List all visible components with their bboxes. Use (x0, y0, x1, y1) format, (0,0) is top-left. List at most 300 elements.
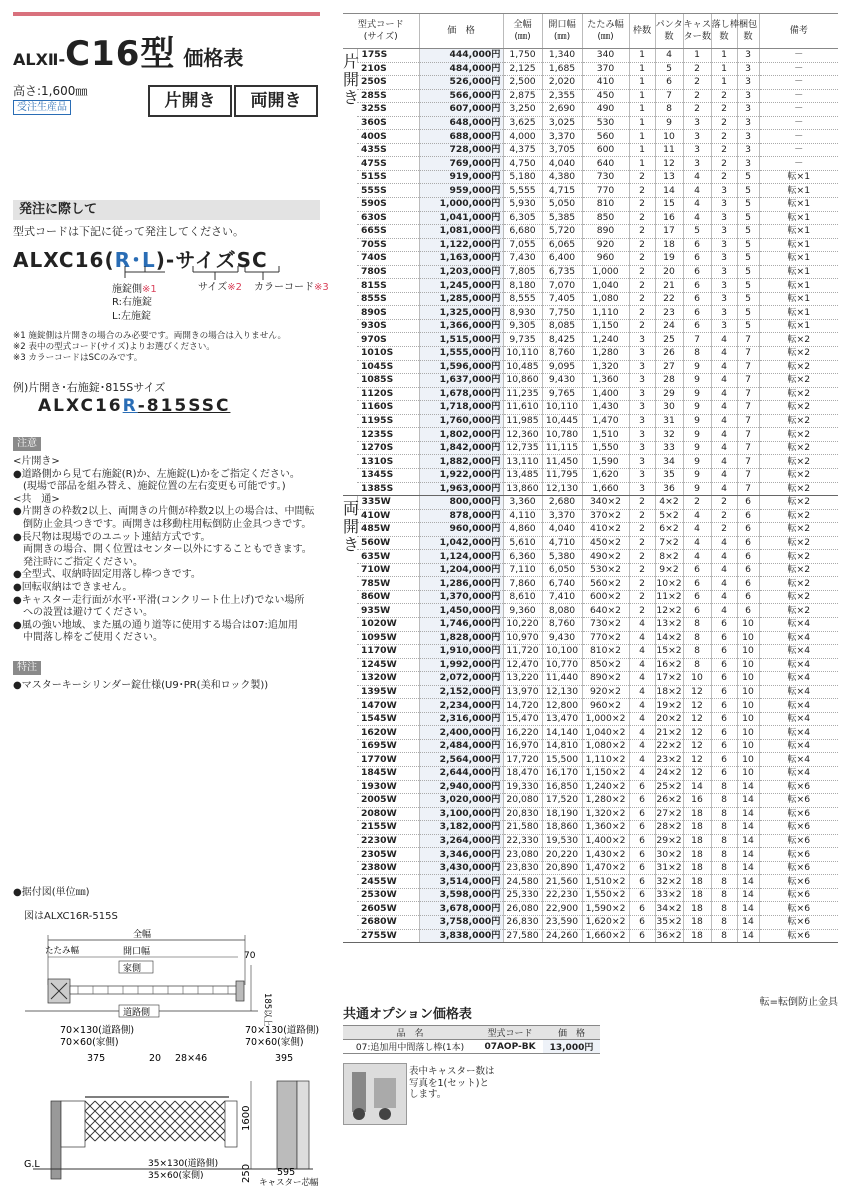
cell-package: 14 (737, 848, 759, 862)
cell-price: 444,000円 (419, 49, 503, 63)
cell-remarks: 転×2 (759, 414, 838, 428)
cell-caster: 4 (683, 509, 711, 523)
dim-70: 70 (244, 951, 256, 961)
cell-total-width: 11,610 (503, 401, 542, 415)
cell-package: 6 (737, 604, 759, 618)
cell-caster: 4 (683, 536, 711, 550)
table-row (343, 265, 838, 279)
photo-note (409, 1066, 495, 1101)
fold-width-label: たたみ幅 (45, 946, 80, 956)
cell-remarks: 転×2 (759, 550, 838, 564)
cell-code: 1160S (357, 401, 419, 415)
cell-open-width: 5,385 (542, 211, 582, 225)
cell-open-width: 10,110 (542, 401, 582, 415)
cell-dropbar: 6 (711, 739, 737, 753)
cell-dropbar: 1 (711, 49, 737, 63)
cell-caster: 4 (683, 523, 711, 537)
table-row (343, 374, 838, 388)
cell-frames: 3 (629, 347, 655, 361)
cell-total-width: 11,235 (503, 387, 542, 401)
cell-open-width: 4,715 (542, 184, 582, 198)
cell-price: 566,000円 (419, 89, 503, 103)
cell-caster: 6 (683, 265, 711, 279)
cell-frames: 3 (629, 482, 655, 496)
cell-fold-width: 960 (582, 252, 629, 266)
cell-price: 1,992,000円 (419, 658, 503, 672)
cell-caster: 18 (683, 848, 711, 862)
cell-total-width: 16,220 (503, 726, 542, 740)
cell-remarks: 転×1 (759, 225, 838, 239)
cell-code: 780S (357, 265, 419, 279)
cell-remarks: 転×2 (759, 577, 838, 591)
col-code: 型式コード (サイズ) (343, 14, 419, 49)
cell-frames: 4 (629, 685, 655, 699)
cell-dropbar: 4 (711, 387, 737, 401)
cell-frames: 1 (629, 49, 655, 63)
code-head: ALXC16( (13, 248, 115, 272)
cell-frames: 3 (629, 428, 655, 442)
cell-panta: 31 (655, 414, 683, 428)
cell-dropbar: 4 (711, 563, 737, 577)
cell-caster: 8 (683, 617, 711, 631)
cell-package: 5 (737, 184, 759, 198)
cell-remarks: 転×2 (759, 333, 838, 347)
cell-package: 14 (737, 875, 759, 889)
table-row (343, 347, 838, 361)
caster-photo (343, 1063, 407, 1125)
cell-total-width: 21,580 (503, 821, 542, 835)
cell-dropbar: 6 (711, 766, 737, 780)
post-left-road: 70×130(道路側) (60, 1025, 135, 1036)
dim-185: 185以上 (262, 993, 272, 1027)
cell-panta: 34 (655, 455, 683, 469)
cell-fold-width: 850×2 (582, 658, 629, 672)
cell-total-width: 18,470 (503, 766, 542, 780)
caution-line: (現場で部品を組み替え、施錠位置の左右変更も可能です。) (13, 481, 286, 493)
table-row (343, 143, 838, 157)
cell-open-width: 2,680 (542, 496, 582, 510)
cell-price: 1,828,000円 (419, 631, 503, 645)
label-lock-side: 施錠側※1 (112, 284, 157, 295)
cell-price: 3,758,000円 (419, 916, 503, 930)
cell-caster: 12 (683, 685, 711, 699)
cell-code: 1095W (357, 631, 419, 645)
plan-view-drawing (13, 925, 320, 1027)
cell-frames: 1 (629, 157, 655, 171)
caution-line: 発注時にご指定ください。 (13, 556, 143, 568)
options-header (343, 1026, 600, 1040)
cell-price: 3,100,000円 (419, 807, 503, 821)
cell-open-width: 4,040 (542, 523, 582, 537)
cell-package: 5 (737, 265, 759, 279)
cell-remarks: 転×2 (759, 536, 838, 550)
cell-panta: 12 (655, 157, 683, 171)
cell-fold-width: 530×2 (582, 563, 629, 577)
cell-caster: 4 (683, 170, 711, 184)
cell-fold-width: 920×2 (582, 685, 629, 699)
cell-open-width: 7,410 (542, 590, 582, 604)
table-row (343, 861, 838, 875)
cell-code: 1930W (357, 780, 419, 794)
cell-price: 1,000,000円 (419, 198, 503, 212)
cell-dropbar: 2 (711, 103, 737, 117)
cell-fold-width: 1,280 (582, 347, 629, 361)
cell-total-width: 8,930 (503, 306, 542, 320)
cell-total-width: 4,000 (503, 130, 542, 144)
cell-package: 7 (737, 468, 759, 482)
cell-panta: 32×2 (656, 875, 682, 887)
cell-code: 635W (357, 550, 419, 564)
cell-dropbar: 8 (711, 807, 737, 821)
header-accent-bar (13, 12, 320, 16)
order-note-1: ※1 施錠側は片開きの場合のみ必要です。両開きの場合は入りません。 (13, 331, 287, 341)
cell-code: 335W (357, 496, 419, 510)
cell-panta: 25 (655, 333, 683, 347)
cell-dropbar: 6 (711, 699, 737, 713)
cell-total-width: 5,180 (503, 170, 542, 184)
cell-price: 1,555,000円 (419, 347, 503, 361)
cell-frames: 2 (629, 306, 655, 320)
cell-open-width: 12,800 (542, 699, 582, 713)
cell-dropbar: 8 (711, 875, 737, 889)
cell-frames: 4 (629, 712, 655, 726)
cell-remarks: 転×2 (759, 387, 838, 401)
cell-total-width: 3,250 (503, 103, 542, 117)
cell-frames: 6 (629, 794, 655, 808)
cell-panta: 24 (655, 319, 683, 333)
house-side-label: 家側 (123, 964, 142, 974)
cell-remarks: 転×4 (759, 631, 838, 645)
cell-frames: 3 (629, 401, 655, 415)
cell-frames: 1 (629, 130, 655, 144)
cell-remarks: 転×4 (759, 658, 838, 672)
cell-frames: 2 (629, 563, 655, 577)
cell-price: 769,000円 (419, 157, 503, 171)
cell-frames: 2 (629, 604, 655, 618)
cell-panta: 10×2 (656, 577, 682, 589)
lock-left: L:左施錠 (112, 311, 151, 322)
table-footnote: 転=転倒防止金具 (759, 997, 838, 1008)
cell-dropbar: 3 (711, 252, 737, 266)
cell-open-width: 19,530 (542, 834, 582, 848)
cell-dropbar: 4 (711, 374, 737, 388)
cell-package: 7 (737, 333, 759, 347)
caution-line: 中間落し棒をご使用ください。 (13, 632, 163, 644)
cell-remarks: 転×4 (759, 753, 838, 767)
cell-panta: 29×2 (656, 834, 682, 846)
cell-remarks: 転×2 (759, 347, 838, 361)
cell-price: 1,802,000円 (419, 428, 503, 442)
cell-panta: 13 (655, 170, 683, 184)
cell-fold-width: 1,150×2 (582, 766, 629, 780)
cell-open-width: 9,765 (542, 387, 582, 401)
cell-code: 1245W (357, 658, 419, 672)
cell-code: 1470W (357, 699, 419, 713)
cell-fold-width: 1,620×2 (582, 916, 629, 930)
cell-code: 560W (357, 536, 419, 550)
cell-open-width: 6,065 (542, 238, 582, 252)
cell-price: 2,644,000円 (419, 766, 503, 780)
cell-code: 360S (357, 116, 419, 130)
cell-package: 6 (737, 523, 759, 537)
caution-line: ●長尺物は現場でのユニット連結方式です。 (13, 531, 211, 543)
cell-panta: 22×2 (656, 740, 682, 752)
cell-price: 1,637,000円 (419, 374, 503, 388)
opt-price: 13,000円 (543, 1040, 600, 1054)
cell-panta: 27×2 (656, 807, 682, 819)
cell-remarks: 転×6 (759, 794, 838, 808)
cell-price: 1,124,000円 (419, 550, 503, 564)
cell-total-width: 9,735 (503, 333, 542, 347)
cell-code: 1620W (357, 726, 419, 740)
cell-panta: 20×2 (656, 713, 682, 725)
cell-package: 10 (737, 726, 759, 740)
cell-price: 1,370,000円 (419, 590, 503, 604)
cell-remarks: 転×6 (759, 875, 838, 889)
cell-dropbar: 3 (711, 211, 737, 225)
photo-note-line: 表中キャスター数は (409, 1066, 495, 1077)
cell-code: 400S (357, 130, 419, 144)
cell-remarks: 転×1 (759, 319, 838, 333)
cell-remarks: 転×4 (759, 712, 838, 726)
cell-dropbar: 3 (711, 306, 737, 320)
cell-dropbar: 2 (711, 89, 737, 103)
cell-dropbar: 2 (711, 496, 737, 510)
cell-fold-width: 770 (582, 184, 629, 198)
cell-price: 1,922,000円 (419, 468, 503, 482)
cell-open-width: 8,760 (542, 617, 582, 631)
cell-total-width: 10,485 (503, 360, 542, 374)
cell-package: 7 (737, 387, 759, 401)
cell-fold-width: 1,470 (582, 414, 629, 428)
cell-total-width: 13,110 (503, 455, 542, 469)
table-row (343, 292, 838, 306)
cell-open-width: 14,140 (542, 726, 582, 740)
cell-remarks: 転×1 (759, 265, 838, 279)
table-row (343, 157, 838, 171)
cell-frames: 1 (629, 89, 655, 103)
cell-remarks: 転×6 (759, 888, 838, 902)
cell-total-width: 2,875 (503, 89, 542, 103)
cell-price: 1,163,000円 (419, 252, 503, 266)
cell-caster: 9 (683, 401, 711, 415)
cell-panta: 13×2 (656, 618, 682, 630)
cell-code: 1195S (357, 414, 419, 428)
cell-price: 2,400,000円 (419, 726, 503, 740)
table-row (343, 130, 838, 144)
cell-total-width: 13,485 (503, 468, 542, 482)
cell-package: 14 (737, 834, 759, 848)
cell-caster: 8 (683, 658, 711, 672)
cell-code: 705S (357, 238, 419, 252)
cell-remarks: 転×1 (759, 279, 838, 293)
cell-frames: 4 (629, 617, 655, 631)
cell-frames: 4 (629, 658, 655, 672)
cell-panta: 18 (655, 238, 683, 252)
cell-fold-width: 490 (582, 103, 629, 117)
cell-caster: 6 (683, 319, 711, 333)
cell-dropbar: 6 (711, 712, 737, 726)
cell-open-width: 6,050 (542, 563, 582, 577)
table-row (343, 902, 838, 916)
cell-package: 10 (737, 766, 759, 780)
cell-total-width: 22,330 (503, 834, 542, 848)
cell-open-width: 15,500 (542, 753, 582, 767)
cell-price: 1,596,000円 (419, 360, 503, 374)
cell-code: 935W (357, 604, 419, 618)
cell-caster: 6 (683, 563, 711, 577)
cell-panta: 27 (655, 360, 683, 374)
cell-code: 2530W (357, 888, 419, 902)
caution-line: ●片開きの枠数2以上、両開きの片側が枠数2以上の場合は、中間転 (13, 506, 315, 518)
col-package: 梱包 数 (737, 14, 759, 49)
cell-price: 3,430,000円 (419, 861, 503, 875)
cell-open-width: 10,780 (542, 428, 582, 442)
cell-open-width: 4,380 (542, 170, 582, 184)
cell-dropbar: 3 (711, 238, 737, 252)
cell-code: 1845W (357, 766, 419, 780)
table-row (343, 333, 838, 347)
cell-panta: 21 (655, 279, 683, 293)
cell-frames: 4 (629, 739, 655, 753)
cell-open-width: 14,810 (542, 739, 582, 753)
cell-fold-width: 1,110×2 (582, 753, 629, 767)
cell-total-width: 4,375 (503, 143, 542, 157)
cell-panta: 20 (655, 265, 683, 279)
caution-line: ●キャスター走行面が水平･平滑(コンクリート仕上げ)でない場所 (13, 594, 305, 606)
cell-package: 10 (737, 753, 759, 767)
cell-panta: 16×2 (656, 658, 682, 670)
cell-open-width: 1,685 (542, 62, 582, 76)
cell-open-width: 22,900 (542, 902, 582, 916)
cell-dropbar: 4 (711, 577, 737, 591)
cell-frames: 2 (629, 279, 655, 293)
cell-dropbar: 4 (711, 590, 737, 604)
cell-caster: 9 (683, 441, 711, 455)
cell-panta: 33×2 (656, 889, 682, 901)
cell-fold-width: 1,080 (582, 292, 629, 306)
cell-panta: 26×2 (656, 794, 682, 806)
cell-panta: 8×2 (655, 550, 683, 564)
code-sc: SC (236, 248, 268, 272)
table-row (343, 712, 838, 726)
table-row (343, 604, 838, 618)
cell-remarks: 転×6 (759, 780, 838, 794)
table-row (343, 455, 838, 469)
table-row (343, 929, 838, 943)
cell-dropbar: 4 (711, 604, 737, 618)
cell-package: 14 (737, 861, 759, 875)
cell-code: 2680W (357, 916, 419, 930)
cell-remarks: 転×6 (759, 821, 838, 835)
table-row (343, 103, 838, 117)
table-row (343, 794, 838, 808)
cell-remarks: － (759, 76, 838, 90)
col-total-width: 全幅 (㎜) (503, 14, 542, 49)
table-row (343, 468, 838, 482)
cell-panta: 35×2 (656, 916, 682, 928)
cell-open-width: 18,190 (542, 807, 582, 821)
cell-frames: 4 (629, 766, 655, 780)
cell-remarks: 転×1 (759, 306, 838, 320)
cell-dropbar: 1 (711, 76, 737, 90)
cell-package: 3 (737, 116, 759, 130)
cell-dropbar: 4 (711, 428, 737, 442)
cell-remarks: － (759, 89, 838, 103)
title-suffix: 価格表 (183, 46, 244, 70)
cell-dropbar: 4 (711, 441, 737, 455)
cell-code: 1345S (357, 468, 419, 482)
cell-total-width: 7,805 (503, 265, 542, 279)
cell-open-width: 7,070 (542, 279, 582, 293)
cell-code: 2455W (357, 875, 419, 889)
table-row (343, 563, 838, 577)
table-row (343, 550, 838, 564)
cell-dropbar: 8 (711, 821, 737, 835)
cell-remarks: 転×1 (759, 184, 838, 198)
cell-caster: 2 (683, 496, 711, 510)
cell-caster: 9 (683, 468, 711, 482)
col-open-width: 開口幅 (㎜) (542, 14, 582, 49)
table-row (343, 509, 838, 523)
cell-package: 3 (737, 143, 759, 157)
cell-open-width: 2,020 (542, 76, 582, 90)
cell-remarks: 転×4 (759, 645, 838, 659)
cell-open-width: 21,560 (542, 875, 582, 889)
cell-fold-width: 600×2 (582, 590, 629, 604)
cell-caster: 9 (683, 374, 711, 388)
post-right-house: 70×60(家側) (245, 1037, 304, 1048)
cell-package: 10 (737, 685, 759, 699)
table-row (343, 739, 838, 753)
cell-caster: 8 (683, 645, 711, 659)
cell-total-width: 13,220 (503, 672, 542, 686)
options-row (343, 1040, 600, 1054)
cell-frames: 2 (629, 265, 655, 279)
cell-code: 815S (357, 279, 419, 293)
cell-panta: 17 (655, 225, 683, 239)
cell-price: 3,598,000円 (419, 888, 503, 902)
cell-total-width: 10,860 (503, 374, 542, 388)
cell-caster: 6 (683, 292, 711, 306)
cell-panta: 36 (655, 482, 683, 496)
cell-total-width: 26,080 (503, 902, 542, 916)
cell-panta: 9×2 (655, 563, 683, 577)
photo-note-line: します。 (409, 1089, 447, 1100)
cell-code: 740S (357, 252, 419, 266)
cell-remarks: 転×2 (759, 563, 838, 577)
cell-frames: 1 (629, 103, 655, 117)
cell-fold-width: 1,590 (582, 455, 629, 469)
cell-fold-width: 1,320×2 (582, 807, 629, 821)
cell-fold-width: 410×2 (582, 523, 629, 537)
caution-line: ●全型式、収納時固定用落し棒つきです。 (13, 569, 201, 581)
cell-total-width: 10,110 (503, 347, 542, 361)
cell-price: 3,346,000円 (419, 848, 503, 862)
cell-panta: 32 (655, 428, 683, 442)
cell-code: 1270S (357, 441, 419, 455)
cell-caster: 9 (683, 360, 711, 374)
cell-price: 1,041,000円 (419, 211, 503, 225)
cell-fold-width: 1,660×2 (582, 929, 629, 943)
cell-open-width: 2,690 (542, 103, 582, 117)
cell-remarks: 転×2 (759, 428, 838, 442)
cell-price: 1,081,000円 (419, 225, 503, 239)
cell-panta: 14×2 (656, 631, 682, 643)
cell-fold-width: 1,430×2 (582, 848, 629, 862)
cell-dropbar: 2 (711, 523, 737, 537)
cell-dropbar: 4 (711, 455, 737, 469)
